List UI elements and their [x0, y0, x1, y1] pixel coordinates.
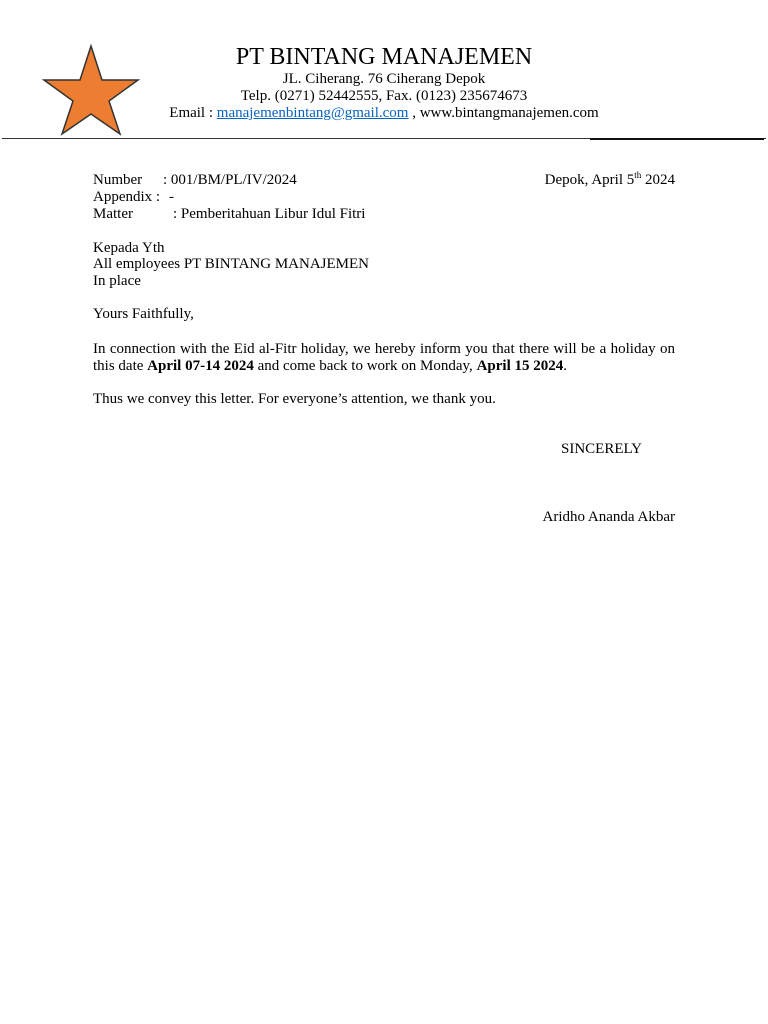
appendix-label: Appendix :: [93, 189, 161, 205]
matter-label: Matter: [93, 206, 133, 222]
matter-value: : Pemberitahuan Libur Idul Fitri: [173, 206, 366, 222]
number-value: : 001/BM/PL/IV/2024: [163, 172, 297, 188]
salutation: Yours Faithfully,: [93, 306, 194, 322]
return-date: April 15 2024: [476, 358, 564, 374]
recipient-line-3: In place: [93, 273, 141, 289]
email-label: Email :: [169, 105, 217, 121]
date-suffix: th: [634, 170, 642, 180]
date-prefix: Depok, April 5: [544, 172, 635, 188]
recipient-line-1: Kepada Yth: [93, 240, 165, 256]
paragraph-holiday-text-2: and come back to work on Monday,: [253, 358, 477, 374]
number-label: Number: [93, 172, 143, 188]
paragraph-holiday-text-3: .: [563, 358, 567, 374]
company-phone-fax: Telp. (0271) 52442555, Fax. (0123) 235674673: [240, 88, 528, 104]
header-divider-accent: [590, 138, 764, 140]
letter-date: [545, 172, 675, 189]
signer-name: Aridho Ananda Akbar: [542, 509, 675, 525]
date-year: 2024: [641, 172, 675, 188]
company-address: JL. Ciherang. 76 Ciherang Depok: [282, 71, 486, 87]
holiday-dates: April 07-14 2024: [147, 358, 254, 374]
email-link[interactable]: manajemenbintang@gmail.com: [216, 105, 409, 121]
paragraph-closing: Thus we convey this letter. For everyone’s attention, we thank you.: [93, 391, 496, 407]
closing-sincerely: SINCERELY: [561, 441, 642, 457]
website-text: , www.bintangmanajemen.com: [408, 105, 599, 121]
company-name: PT BINTANG MANAJEMEN: [235, 44, 533, 70]
appendix-value: -: [169, 189, 174, 205]
company-email-line: [0, 104, 768, 122]
paragraph-holiday-text-1: In connection with the Eid al-Fitr holiday, we hereby inform you that there will be a holiday on this date: [93, 341, 675, 374]
paragraph-holiday: [93, 341, 675, 375]
recipient-line-2: All employees PT BINTANG MANAJEMEN: [93, 256, 370, 272]
